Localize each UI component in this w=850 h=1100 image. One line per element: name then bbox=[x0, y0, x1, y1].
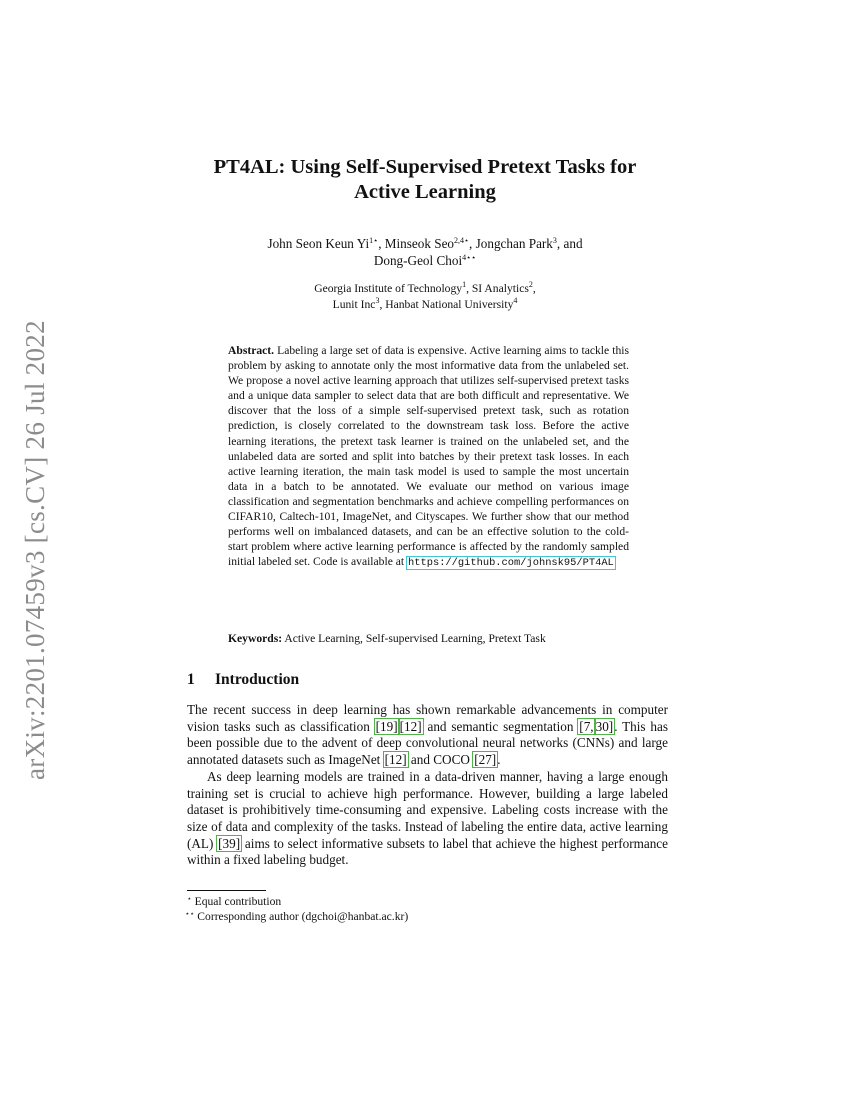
title-line-2: Active Learning bbox=[354, 181, 496, 203]
section-number: 1 bbox=[187, 671, 195, 688]
title-line-1: PT4AL: Using Self-Supervised Pretext Tasks for bbox=[213, 156, 637, 178]
affiliation-mark: 3 bbox=[375, 296, 380, 305]
intro-text: aims to select informative subsets to label that achieve the highest performance within a fixed labeling budget. bbox=[187, 835, 669, 868]
citation-link[interactable]: [39] bbox=[218, 835, 241, 851]
citation-link[interactable]: [7, bbox=[579, 718, 594, 734]
intro-text: and COCO bbox=[410, 752, 470, 768]
author-affil-mark: 3 bbox=[552, 236, 557, 245]
citation-link[interactable]: 30] bbox=[595, 718, 614, 734]
intro-text: The recent success in deep learning has shown remarkable advancements in computer vision tasks such as classification bbox=[187, 702, 668, 734]
affiliation-mark: 1 bbox=[462, 280, 467, 289]
intro-paragraph-1 bbox=[187, 702, 668, 769]
footnote-mark: ⋆ bbox=[187, 894, 192, 903]
affiliation-line-1: Georgia Institute of Technology$^1$, SI Analytics$^2$, bbox=[314, 280, 536, 295]
intro-text: and semantic segmentation bbox=[427, 718, 574, 734]
code-link[interactable]: https://github.com/johnsk95/PT4AL bbox=[408, 557, 614, 570]
affiliations bbox=[0, 281, 850, 313]
paper-title bbox=[0, 155, 850, 205]
citation-link[interactable]: [12] bbox=[399, 718, 422, 734]
arxiv-stamp: arXiv:2201.07459v3 [cs.CV] 26 Jul 2022 bbox=[20, 320, 50, 780]
footnote-rule bbox=[187, 890, 266, 891]
author-affil-mark: 4⋆⋆ bbox=[462, 253, 477, 262]
author-name: John Seon Keun Yi bbox=[267, 236, 370, 251]
author-name: Dong-Geol Choi bbox=[373, 253, 463, 268]
footnote-2 bbox=[185, 909, 408, 924]
section-title: Introduction bbox=[215, 671, 300, 688]
affiliation: Georgia Institute of Technology bbox=[314, 282, 463, 295]
author-name: Jongchan Park bbox=[475, 236, 553, 251]
citation-link[interactable]: [19] bbox=[375, 718, 398, 734]
author-list bbox=[0, 235, 850, 269]
introduction-body bbox=[187, 702, 668, 869]
intro-text: . bbox=[497, 752, 501, 768]
affiliation: Lunit Inc bbox=[332, 298, 376, 311]
section-heading bbox=[187, 671, 299, 689]
keywords bbox=[228, 631, 629, 646]
footnote-1 bbox=[187, 894, 408, 909]
intro-paragraph-2 bbox=[187, 769, 668, 869]
author-line-1: John Seon Keun $Yi^{1⋆}$, Minseok Seo$^{2,4⋆}$, Jongchan Park$^3$, and bbox=[267, 236, 583, 251]
affiliation-mark: 2 bbox=[528, 280, 533, 289]
affiliation: SI Analytics bbox=[471, 282, 529, 295]
citation-link[interactable]: [12] bbox=[384, 752, 407, 768]
author-name: Minseok Seo bbox=[384, 236, 455, 251]
footnote-mark: ⋆⋆ bbox=[185, 909, 195, 918]
affiliation: Hanbat National University bbox=[385, 298, 514, 311]
footnotes bbox=[187, 894, 408, 924]
footnote-text: Equal contribution bbox=[194, 895, 282, 908]
citation-link[interactable]: [27] bbox=[474, 752, 497, 768]
author-affil-mark: 1⋆ bbox=[369, 236, 379, 245]
affiliation-mark: 4 bbox=[513, 296, 518, 305]
abstract bbox=[228, 343, 629, 571]
intro-text: As deep learning models are trained in a data-driven manner, having a large enough training set is crucial to achieve high performance. However, building a large labeled dataset is prohibitively time-consuming and expensive. Labeling costs increase with the size of data and complexity of the tasks. Instead of labeling the entire data, active learning (AL) bbox=[187, 768, 668, 851]
author-line-2 bbox=[0, 252, 850, 269]
abstract-label: Abstract. bbox=[228, 344, 275, 357]
footnote-text: Corresponding author (dgchoi@hanbat.ac.kr) bbox=[197, 910, 409, 923]
abstract-text: Labeling a large set of data is expensive. Active learning aims to tackle this problem by asking to annotate only the most informative data from the unlabeled set. We propose a novel active learning approach that utilizes self-supervised pretext tasks and a unique data sampler to select data that are both difficult and representative. We discover that the loss of a simple self-supervised pretext task, such as rotation prediction, is closely correlated to the downstream task loss. Before the active learning iterations, the pretext task learner is trained on the unlabeled set, and the unlabeled data are sorted and split into batches by their pretext task losses. In each active learning iteration, the main task model is used to sample the most uncertain data in a batch to be annotated. We evaluate our method on various image classification and segmentation benchmarks and achieve compelling performances on CIFAR10, Caltech-101, ImageNet, and Cityscapes. We further show that our method performs well on imbalanced datasets, and can be an effective solution to the cold-start problem where active learning performance is affected by the randomly sampled initial labeled set. Code is available at bbox=[228, 344, 629, 569]
author-affil-mark: 2,4⋆ bbox=[454, 236, 470, 245]
affiliation-line-2: Lunit Inc$^3$, Hanbat National University$^4$ bbox=[332, 296, 518, 311]
intro-text: . This has been possible due to the advent of deep convolutional neural networks (CNNs) and large annotated datasets such as ImageNet bbox=[187, 718, 668, 768]
keywords-text: Active Learning, Self-supervised Learning, Pretext Task bbox=[284, 632, 546, 645]
keywords-label: Keywords: bbox=[228, 632, 283, 645]
author-conjunction: , and bbox=[556, 236, 583, 251]
